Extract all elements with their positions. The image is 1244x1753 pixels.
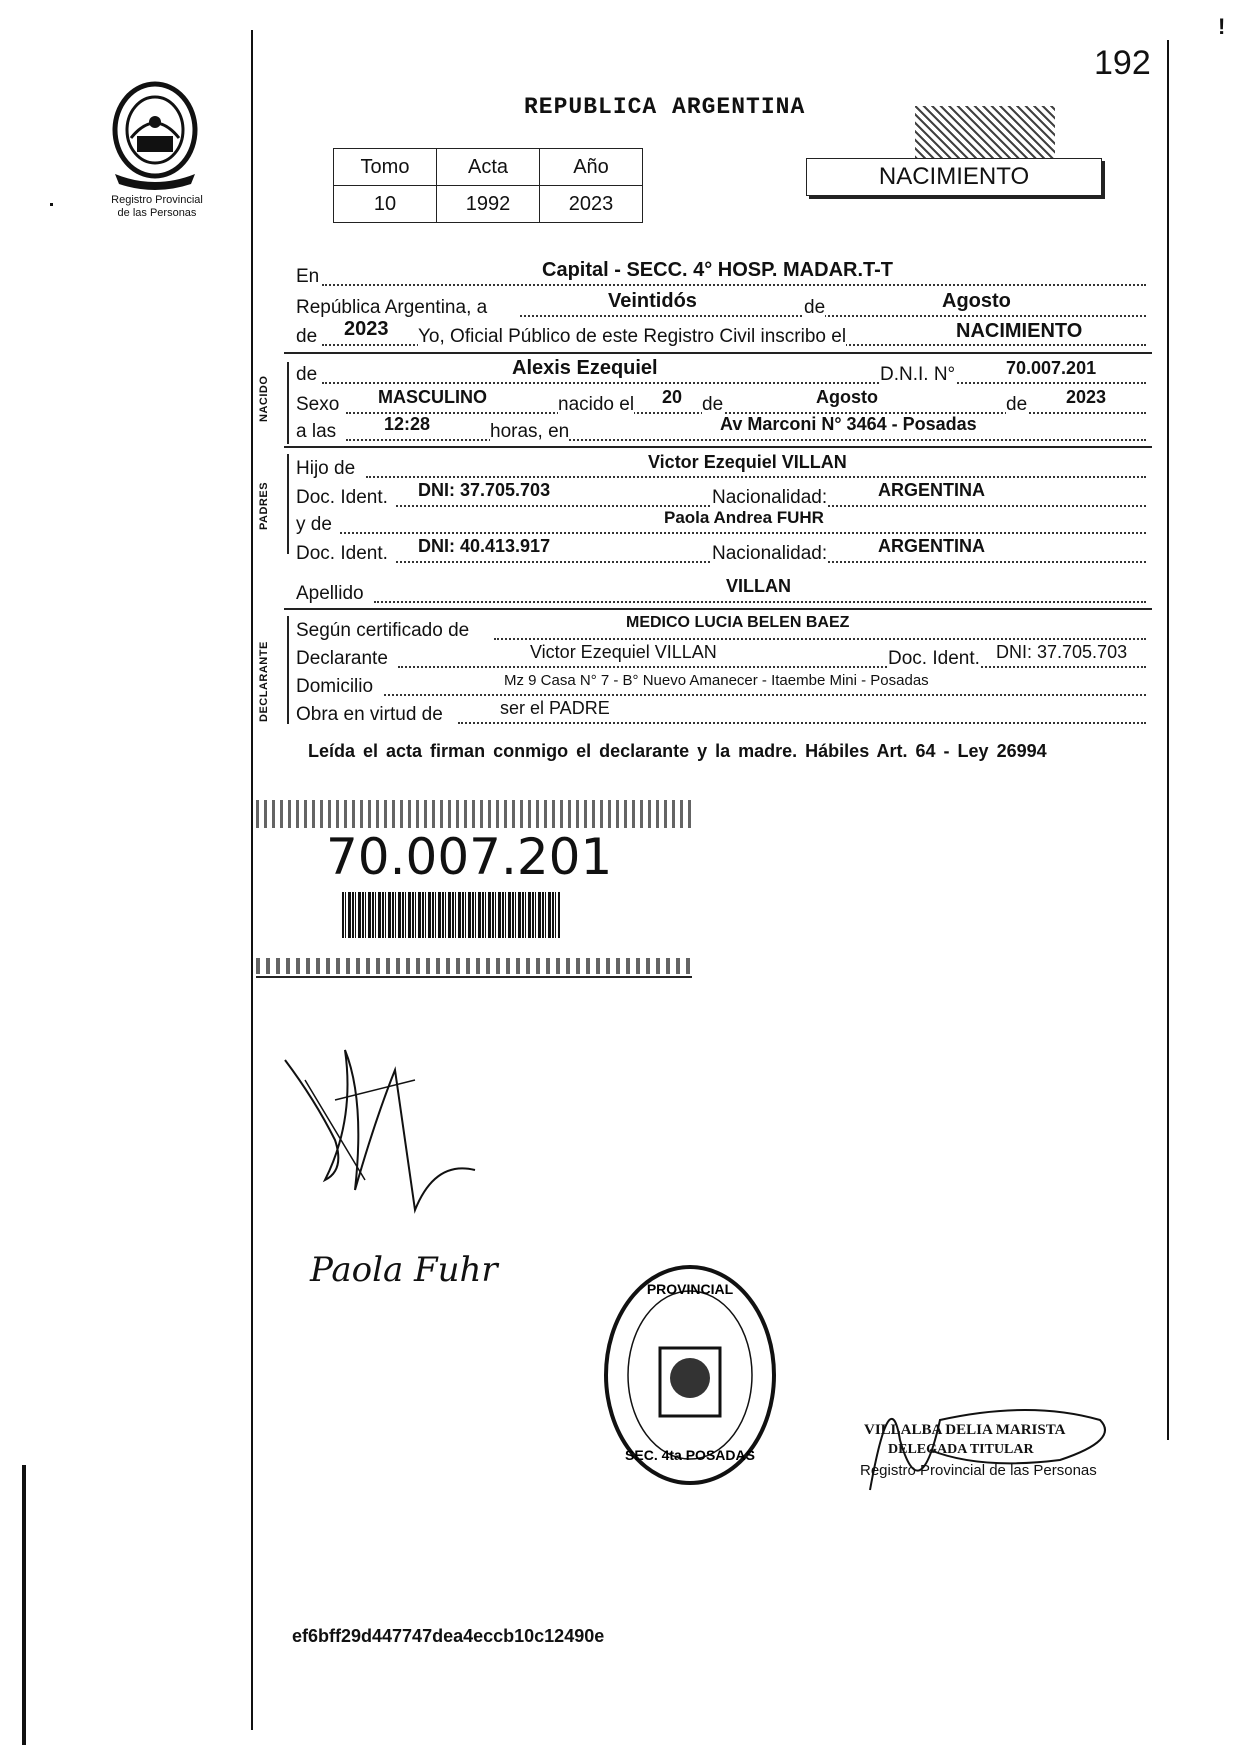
father-doc: DNI: 37.705.703 bbox=[418, 480, 551, 500]
inscribo-text: Yo, Oficial Público de este Registro Civil inscribo el bbox=[418, 326, 847, 347]
record-table bbox=[333, 148, 643, 223]
declarant-signature bbox=[275, 1040, 495, 1220]
reading-note: Leída el acta firman conmigo el declarante y la madre. Hábiles Art. 64 - Ley 26994 bbox=[308, 741, 1047, 761]
dots bbox=[322, 284, 1146, 286]
side-label-nacido: NACIDO bbox=[258, 375, 270, 422]
birth-year: 2023 bbox=[1066, 387, 1107, 407]
child-dni: 70.007.201 bbox=[1006, 358, 1097, 378]
dots bbox=[346, 439, 1146, 441]
dots bbox=[458, 722, 1146, 724]
obra-label: Obra en virtud de bbox=[296, 704, 443, 725]
en-value: Capital - SECC. 4° HOSP. MADAR.T-T bbox=[542, 259, 894, 281]
hijo-label: Hijo de bbox=[296, 458, 356, 479]
de-label2: de bbox=[296, 326, 318, 347]
page-number: 192 bbox=[1094, 44, 1151, 82]
table-header-acta: Acta bbox=[437, 149, 540, 186]
document-title: REPUBLICA ARGENTINA bbox=[524, 94, 806, 120]
scan-edge-line bbox=[22, 1465, 26, 1745]
cert-value: MEDICO LUCIA BELEN BAEZ bbox=[626, 614, 850, 631]
section-bracket bbox=[287, 616, 289, 724]
table-header-ano: Año bbox=[540, 149, 643, 186]
svg-text:PROVINCIAL: PROVINCIAL bbox=[646, 1281, 734, 1297]
section-bracket bbox=[287, 454, 289, 554]
barcode bbox=[342, 892, 560, 938]
official-office: Registro Provincial de las Personas bbox=[860, 1462, 1097, 1479]
record-type-box bbox=[806, 158, 1102, 196]
mother-doc-label: Doc. Ident. bbox=[296, 543, 388, 564]
declarante-value: Victor Ezequiel VILLAN bbox=[530, 642, 717, 662]
table-value-ano: 2023 bbox=[540, 186, 643, 223]
declarante-label: Declarante bbox=[296, 648, 388, 669]
sexo-label: Sexo bbox=[296, 394, 340, 415]
province-seal-logo bbox=[105, 78, 205, 190]
nacido-el-label: nacido el bbox=[558, 394, 635, 415]
mother-signature: Paola Fuhr bbox=[310, 1250, 498, 1290]
svg-text:SEC. 4ta POSADAS: SEC. 4ta POSADAS bbox=[625, 1447, 755, 1463]
dots bbox=[384, 694, 1146, 696]
security-pattern bbox=[915, 106, 1055, 158]
obra-value: ser el PADRE bbox=[500, 698, 610, 718]
nacido-de-label: de bbox=[296, 364, 318, 385]
logo-caption-line2: de las Personas bbox=[117, 207, 197, 219]
sexo-value: MASCULINO bbox=[378, 387, 487, 407]
domicilio-label: Domicilio bbox=[296, 676, 374, 697]
birth-time: 12:28 bbox=[384, 414, 431, 434]
side-label-padres: PADRES bbox=[258, 481, 270, 530]
right-margin-line bbox=[1167, 40, 1169, 1440]
de-label: de bbox=[804, 297, 826, 318]
record-type-label: NACIMIENTO bbox=[878, 163, 1030, 190]
declarante-doc: DNI: 37.705.703 bbox=[996, 642, 1128, 662]
separator-line bbox=[284, 446, 1152, 448]
father-nationality: ARGENTINA bbox=[878, 480, 985, 500]
cert-label: Según certificado de bbox=[296, 620, 470, 641]
mother-name: Paola Andrea FUHR bbox=[664, 508, 824, 527]
dot-mark bbox=[50, 203, 53, 206]
father-nat-label: Nacionalidad: bbox=[712, 487, 828, 508]
dots bbox=[340, 532, 1146, 534]
security-band-bottom bbox=[256, 958, 692, 974]
dni-label: D.N.I. N° bbox=[880, 364, 956, 385]
yde-label: y de bbox=[296, 514, 332, 535]
dni-big-number: 70.007.201 bbox=[326, 828, 613, 886]
domicilio-value: Mz 9 Casa N° 7 - B° Nuevo Amanecer - Itaembe Mini - Posadas bbox=[504, 672, 929, 689]
apellido-label: Apellido bbox=[296, 583, 364, 604]
side-label-declarante: DECLARANTE bbox=[258, 641, 270, 722]
security-band-top bbox=[256, 800, 692, 828]
horas-label: horas, en bbox=[490, 421, 570, 442]
official-name: VILLALBA DELIA MARISTA bbox=[864, 1422, 1066, 1438]
en-label: En bbox=[296, 266, 320, 287]
table-header-tomo: Tomo bbox=[334, 149, 437, 186]
father-name: Victor Ezequiel VILLAN bbox=[648, 452, 847, 472]
separator-line bbox=[284, 608, 1152, 610]
document-hash: ef6bff29d447747dea4eccb10c12490e bbox=[292, 1626, 605, 1646]
mother-nat-label: Nacionalidad: bbox=[712, 543, 828, 564]
birth-day: 20 bbox=[662, 387, 683, 407]
birth-de-label: de bbox=[702, 394, 724, 415]
year: 2023 bbox=[344, 318, 389, 340]
separator-line bbox=[284, 352, 1152, 354]
section-bracket bbox=[287, 362, 289, 444]
alas-label: a las bbox=[296, 421, 337, 442]
band-baseline bbox=[256, 976, 692, 978]
left-margin-line bbox=[251, 30, 253, 1730]
inscribo-value: NACIMIENTO bbox=[956, 320, 1083, 342]
table-value-tomo: 10 bbox=[334, 186, 437, 223]
republica-label: República Argentina, a bbox=[296, 297, 488, 318]
apellido-value: VILLAN bbox=[726, 576, 791, 596]
dots bbox=[374, 601, 1146, 603]
mother-nationality: ARGENTINA bbox=[878, 536, 985, 556]
birth-de-label2: de bbox=[1006, 394, 1028, 415]
dots bbox=[366, 476, 1146, 478]
dots bbox=[520, 315, 1146, 317]
logo-caption-line1: Registro Provincial bbox=[111, 194, 203, 206]
round-stamp bbox=[600, 1260, 780, 1490]
day-words: Veintidós bbox=[608, 290, 697, 312]
father-doc-label: Doc. Ident. bbox=[296, 487, 388, 508]
child-name: Alexis Ezequiel bbox=[512, 357, 658, 379]
mother-doc: DNI: 40.413.917 bbox=[418, 536, 551, 556]
dots bbox=[322, 382, 1146, 384]
corner-mark: ! bbox=[1218, 14, 1226, 39]
table-value-acta: 1992 bbox=[437, 186, 540, 223]
official-role: DELEGADA TITULAR bbox=[888, 1442, 1034, 1457]
dots bbox=[494, 638, 1146, 640]
birth-month: Agosto bbox=[816, 387, 878, 407]
declarante-doc-label: Doc. Ident. bbox=[888, 648, 980, 669]
month: Agosto bbox=[942, 290, 1011, 312]
birth-place: Av Marconi N° 3464 - Posadas bbox=[720, 414, 977, 434]
dots bbox=[398, 666, 1146, 668]
